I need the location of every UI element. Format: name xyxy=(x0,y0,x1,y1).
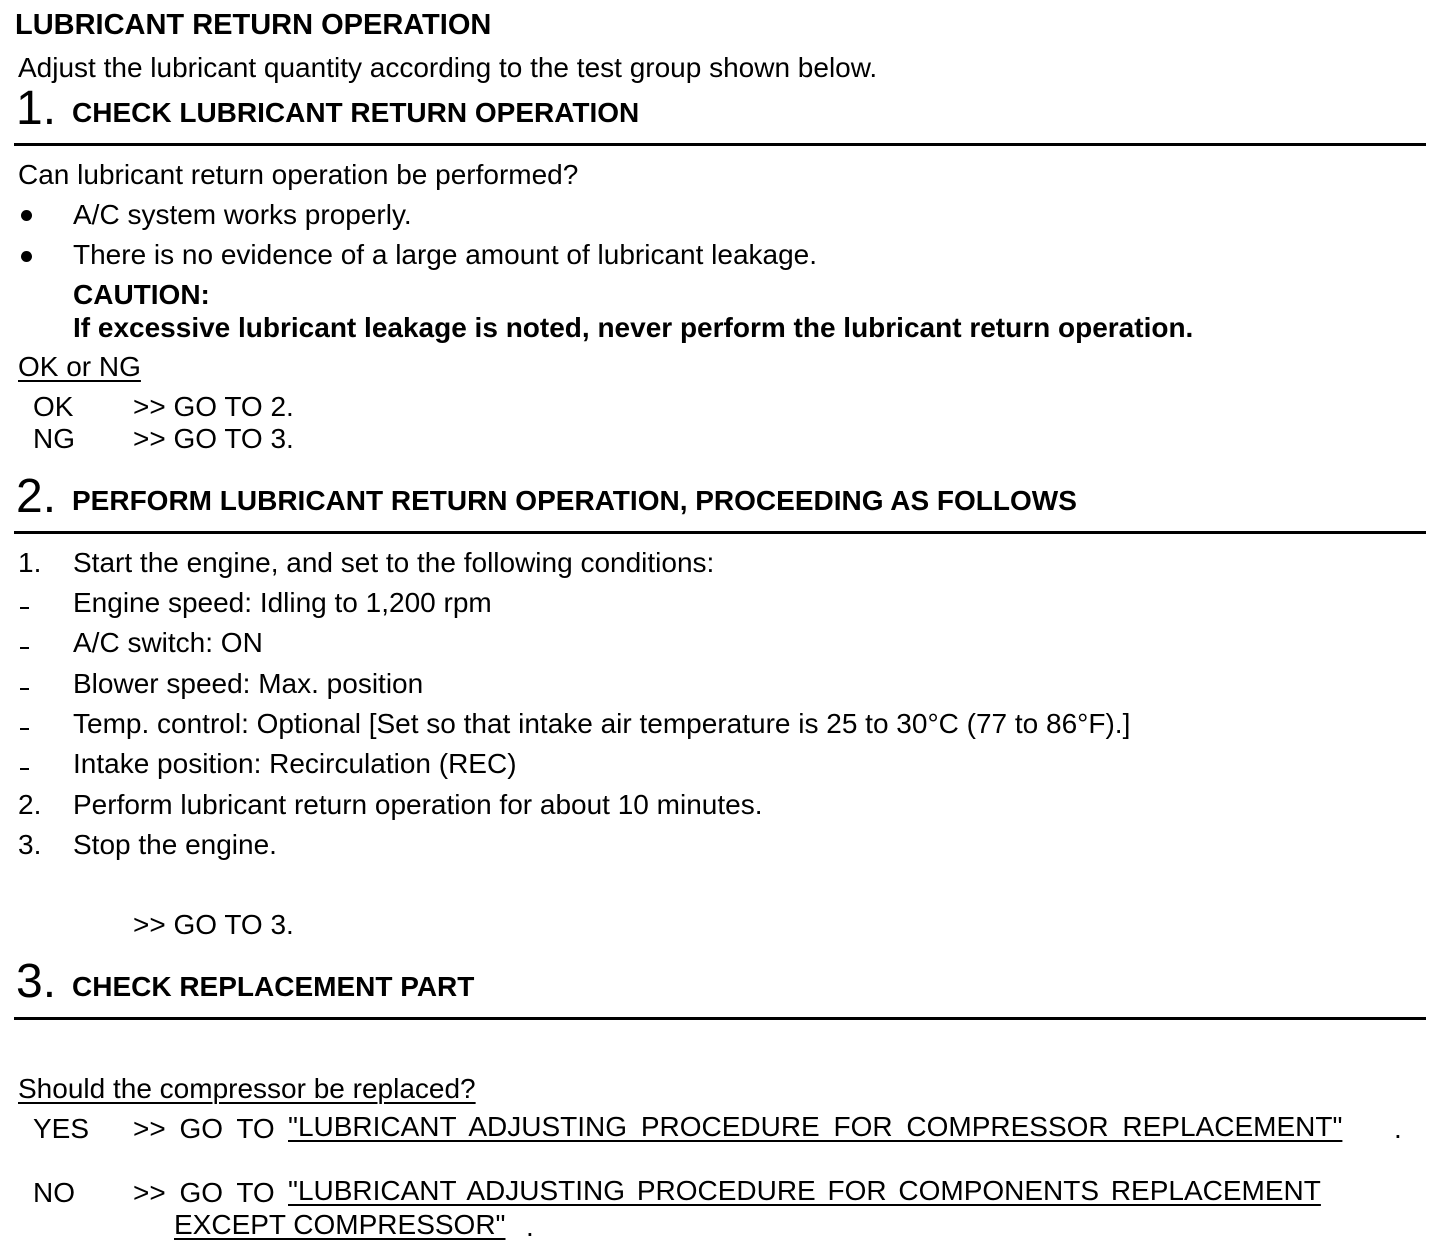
step-2-item-2-text: Perform lubricant return operation for about 10 minutes. xyxy=(73,789,763,820)
step-1-bullet-2: There is no evidence of a large amount of lubricant leakage. xyxy=(73,239,818,270)
bullet-icon xyxy=(21,251,32,262)
step-1-divider xyxy=(14,143,1426,146)
step-2-divider xyxy=(14,531,1426,534)
step-2-item-1-number: 1. xyxy=(18,547,42,578)
result-no-suffix: . xyxy=(526,1211,534,1242)
result-ng-action: >> GO TO 3. xyxy=(133,423,294,454)
step-2-action: >> GO TO 3. xyxy=(133,909,294,940)
caution-text: If excessive lubricant leakage is noted, never perform the lubricant return operation. xyxy=(73,312,1194,343)
condition-intake-position: Intake position: Recirculation (REC) xyxy=(73,748,517,779)
page-title: LUBRICANT RETURN OPERATION xyxy=(15,9,492,41)
result-yes-label: YES xyxy=(33,1113,90,1144)
step-1-title: CHECK LUBRICANT RETURN OPERATION xyxy=(72,97,640,128)
step-2-item-3-number: 3. xyxy=(18,829,42,860)
step-3-divider xyxy=(14,1017,1426,1020)
step-2-number: 2. xyxy=(16,470,57,523)
condition-blower-speed: Blower speed: Max. position xyxy=(73,668,424,699)
step-2-item-1-text: Start the engine, and set to the following conditions: xyxy=(73,547,715,578)
components-replacement-link-line-1[interactable]: "LUBRICANT ADJUSTING PROCEDURE FOR COMPONENTS REPLACEMENT xyxy=(288,1175,1321,1206)
result-ok-action: >> GO TO 2. xyxy=(133,391,294,422)
result-no-action: >> GO TO xyxy=(133,1177,275,1208)
step-3-question: Should the compressor be replaced? xyxy=(18,1073,476,1104)
result-ng-label: NG xyxy=(33,423,75,454)
step-3-number: 3. xyxy=(16,955,57,1008)
caution-label: CAUTION: xyxy=(73,279,210,310)
bullet-icon xyxy=(21,210,32,221)
step-1-number: 1. xyxy=(16,82,57,135)
step-1-bullet-1: A/C system works properly. xyxy=(73,199,412,230)
dash-icon xyxy=(20,768,29,770)
result-yes-action: >> GO TO xyxy=(133,1113,275,1144)
dash-icon xyxy=(20,607,29,609)
dash-icon xyxy=(20,647,29,649)
step-2-title: PERFORM LUBRICANT RETURN OPERATION, PROCEEDING AS FOLLOWS xyxy=(72,485,1077,516)
dash-icon xyxy=(20,728,29,730)
result-heading: OK or NG xyxy=(18,351,141,382)
result-no-label: NO xyxy=(33,1177,75,1208)
step-3-title: CHECK REPLACEMENT PART xyxy=(72,971,475,1002)
step-1-question: Can lubricant return operation be performed? xyxy=(18,159,579,190)
components-replacement-link-line-2[interactable]: EXCEPT COMPRESSOR" xyxy=(174,1209,506,1240)
step-2-item-3-text: Stop the engine. xyxy=(73,829,277,860)
dash-icon xyxy=(20,688,29,690)
result-yes-suffix: . xyxy=(1394,1113,1402,1144)
intro-text: Adjust the lubricant quantity according to the test group shown below. xyxy=(18,52,878,83)
compressor-replacement-link[interactable]: "LUBRICANT ADJUSTING PROCEDURE FOR COMPRESSOR REPLACEMENT" xyxy=(288,1111,1343,1142)
result-ok-label: OK xyxy=(33,391,74,422)
condition-temp-control: Temp. control: Optional [Set so that intake air temperature is 25 to 30°C (77 to 86°F).] xyxy=(73,708,1131,739)
condition-ac-switch: A/C switch: ON xyxy=(73,627,263,658)
step-2-item-2-number: 2. xyxy=(18,789,42,820)
condition-engine-speed: Engine speed: Idling to 1,200 rpm xyxy=(73,587,492,618)
